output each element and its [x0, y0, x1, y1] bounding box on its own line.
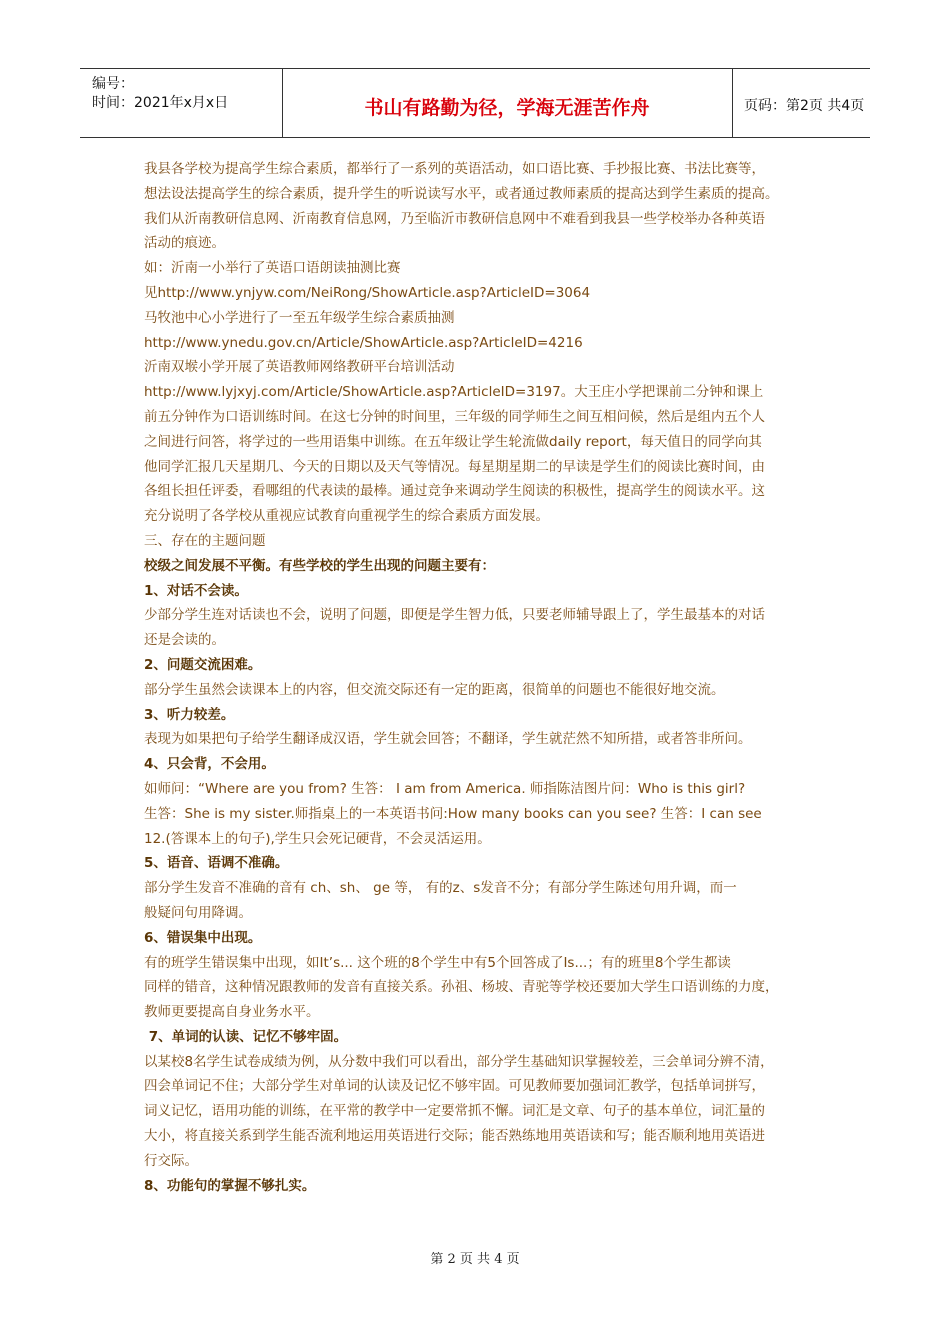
body-line: 部分学生发音不准确的音有 ch、sh、 ge 等， 有的z、s发音不分；有部分学生陈述句用升调，而一 [144, 880, 737, 897]
bold-heading: 3、听力较差。 [144, 706, 235, 723]
bold-heading: 8、功能句的掌握不够扎实。 [144, 1177, 316, 1194]
header-motto-cell [282, 69, 733, 137]
body-line: 表现为如果把句子给学生翻译成汉语，学生就会回答；不翻译，学生就茫然不知所措，或者答非所问。 [144, 731, 752, 748]
document-body [144, 157, 814, 1198]
body-line: 如师问：“Where are you from? 生答： I am from America. 师指陈洁图片问：Who is this girl? [144, 780, 746, 797]
body-line: 教师更要提高自身业务水平。 [144, 1004, 320, 1021]
url-line: http://www.ynedu.gov.cn/Article/ShowArticle.asp?ArticleID=4216 [144, 334, 583, 351]
body-line: 12.(答课本上的句子),学生只会死记硬背，不会灵活运用。 [144, 830, 491, 847]
bold-heading: 4、只会背，不会用。 [144, 756, 275, 773]
body-line: 少部分学生连对话读也不会，说明了问题，即便是学生智力低，只要老师辅导跟上了，学生最基本的对话 [144, 607, 765, 624]
page-footer: 第 2 页 共 4 页 [430, 1252, 520, 1267]
bold-heading: 1、对话不会读。 [144, 582, 248, 599]
body-line: 前五分钟作为口语训练时间。在这七分钟的时间里，三年级的同学师生之间互相问候，然后是组内五个人 [144, 408, 765, 425]
body-line: 般疑问句用降调。 [144, 904, 252, 921]
body-line: 各组长担任评委，看哪组的代表读的最棒。通过竞争来调动学生阅读的积极性，提高学生的阅读水平。这 [144, 483, 765, 500]
bold-heading: 校级之间发展不平衡。有些学校的学生出现的问题主要有： [144, 557, 495, 574]
body-line: 有的班学生错误集中出现，如It’s... 这个班的8个学生中有5个回答成了Is...；有的班里8个学生都读 [144, 954, 731, 971]
body-line: 以某校8名学生试卷成绩为例，从分数中我们可以看出，部分学生基础知识掌握较差，三会单词分辨不清， [144, 1053, 774, 1070]
header-right-cell [732, 69, 870, 137]
body-line: 马牧池中心小学进行了一至五年级学生综合素质抽测 [144, 309, 455, 326]
body-line: 我们从沂南教研信息网、沂南教育信息网，乃至临沂市教研信息网中不难看到我县一些学校举办各种英语 [144, 210, 765, 227]
body-line: 行交际。 [144, 1152, 198, 1169]
body-line: 活动的痕迹。 [144, 235, 225, 252]
body-line: 我县各学校为提高学生综合素质，都举行了一系列的英语活动，如口语比赛、手抄报比赛、书法比赛等， [144, 161, 765, 177]
body-line: 他同学汇报几天星期几、今天的日期以及天气等情况。每星期星期二的早读是学生们的阅读比赛时间，由 [144, 458, 765, 475]
body-line: 充分说明了各学校从重视应试教育向重视学生的综合素质方面发展。 [144, 508, 549, 525]
bold-heading: 6、错误集中出现。 [144, 929, 262, 946]
bold-heading: 5、语音、语调不准确。 [144, 855, 289, 872]
body-line: 还是会读的。 [144, 632, 225, 649]
time-label: 时间：2021年x月x日 [92, 95, 229, 111]
url-line: http://www.lyjxyj.com/Article/ShowArticle.asp?ArticleID=3197。大王庄小学把课前二分钟和课上 [144, 384, 764, 401]
body-line: 词义记忆，语用功能的训练，在平常的教学中一定要常抓不懈。词汇是文章、句子的基本单位，词汇量的 [144, 1103, 765, 1120]
id-label: 编号： [92, 76, 134, 92]
header-left-cell [80, 69, 283, 137]
body-line: 如：沂南一小举行了英语口语朗读抽测比赛 [144, 260, 401, 277]
body-line: 想法设法提高学生的综合素质，提升学生的听说读写水平，或者通过教师素质的提高达到学生素质的提高。 [144, 185, 779, 202]
body-line: 沂南双堠小学开展了英语教师网络教研平台培训活动 [144, 359, 455, 376]
header-motto: 书山有路勤为径，学海无涯苦作舟 [364, 97, 650, 119]
bold-heading: 7、单词的认读、记忆不够牢固。 [144, 1028, 348, 1045]
page-info: 页码：第2页 共4页 [744, 98, 865, 114]
body-line: 部分学生虽然会读课本上的内容，但交流交际还有一定的距离，很简单的问题也不能很好地交流。 [144, 681, 725, 698]
body-line: 之间进行问答，将学过的一些用语集中训练。在五年级让学生轮流做daily report，每天值日的同学向其 [144, 433, 762, 450]
body-line: 同样的错音，这种情况跟教师的发音有直接关系。孙祖、杨坡、青驼等学校还要加大学生口语训练的力度， [144, 979, 779, 996]
bold-heading: 2、问题交流困难。 [144, 656, 262, 673]
url-line: 见http://www.ynjyw.com/NeiRong/ShowArticle.asp?ArticleID=3064 [144, 284, 591, 301]
body-line: 生答：She is my sister.师指桌上的一本英语书问:How many books can you see? 生答：I can see [144, 805, 762, 822]
page-header [80, 68, 870, 138]
section-heading: 三、存在的主题问题 [144, 532, 266, 549]
body-line: 四会单词记不住；大部分学生对单词的认读及记忆不够牢固。可见教师要加强词汇教学，包括单词拼写， [144, 1078, 765, 1095]
body-line: 大小，将直接关系到学生能否流利地运用英语进行交际；能否熟练地用英语读和写；能否顺利地用英语进 [144, 1128, 765, 1145]
